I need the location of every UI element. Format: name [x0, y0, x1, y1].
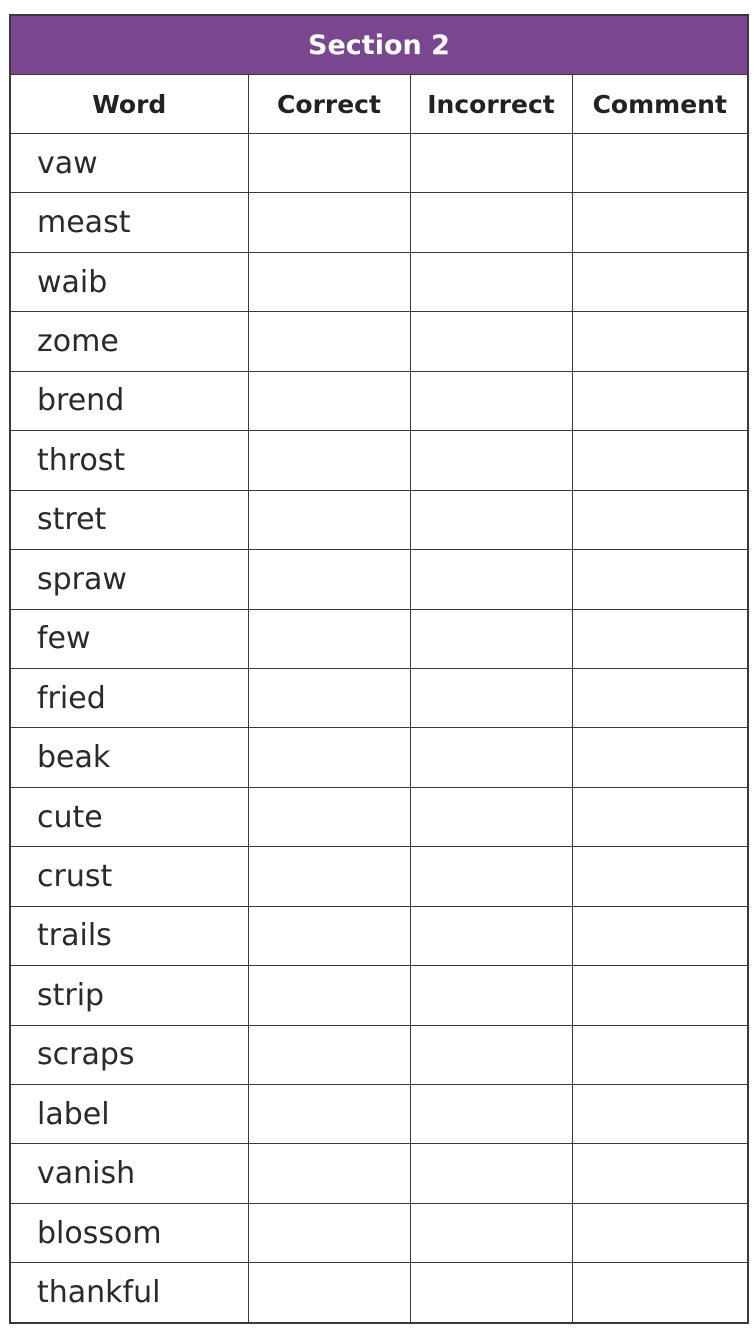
word-cell: brend	[11, 371, 248, 430]
word-cell: waib	[11, 252, 248, 311]
table-row	[11, 252, 747, 311]
comment-cell[interactable]	[572, 1085, 747, 1144]
word-cell: cute	[11, 787, 248, 846]
comment-cell[interactable]	[572, 490, 747, 549]
incorrect-cell[interactable]	[410, 1085, 572, 1144]
incorrect-cell[interactable]	[410, 847, 572, 906]
comment-cell[interactable]	[572, 252, 747, 311]
incorrect-cell[interactable]	[410, 1263, 572, 1322]
table-row	[11, 966, 747, 1025]
table-row	[11, 1025, 747, 1084]
word-cell: trails	[11, 906, 248, 965]
incorrect-cell[interactable]	[410, 371, 572, 430]
comment-cell[interactable]	[572, 728, 747, 787]
incorrect-cell[interactable]	[410, 1203, 572, 1262]
table-row	[11, 431, 747, 490]
comment-cell[interactable]	[572, 609, 747, 668]
word-cell: vaw	[11, 134, 248, 193]
comment-cell[interactable]	[572, 1025, 747, 1084]
correct-cell[interactable]	[248, 252, 410, 311]
correct-cell[interactable]	[248, 609, 410, 668]
correct-cell[interactable]	[248, 1203, 410, 1262]
comment-cell[interactable]	[572, 966, 747, 1025]
incorrect-cell[interactable]	[410, 193, 572, 252]
word-cell: stret	[11, 490, 248, 549]
incorrect-cell[interactable]	[410, 609, 572, 668]
column-header-comment: Comment	[572, 75, 747, 134]
table-row	[11, 550, 747, 609]
table-row	[11, 906, 747, 965]
correct-cell[interactable]	[248, 1144, 410, 1203]
incorrect-cell[interactable]	[410, 312, 572, 371]
word-table	[11, 16, 747, 1322]
correct-cell[interactable]	[248, 668, 410, 727]
comment-cell[interactable]	[572, 371, 747, 430]
table-row	[11, 1203, 747, 1262]
comment-cell[interactable]	[572, 1263, 747, 1322]
table-row	[11, 728, 747, 787]
word-cell: strip	[11, 966, 248, 1025]
table-row	[11, 134, 747, 193]
correct-cell[interactable]	[248, 550, 410, 609]
incorrect-cell[interactable]	[410, 728, 572, 787]
word-cell: label	[11, 1085, 248, 1144]
column-header-word: Word	[11, 75, 248, 134]
word-cell: beak	[11, 728, 248, 787]
correct-cell[interactable]	[248, 371, 410, 430]
table-row	[11, 312, 747, 371]
table-row	[11, 1085, 747, 1144]
comment-cell[interactable]	[572, 431, 747, 490]
table-row	[11, 609, 747, 668]
correct-cell[interactable]	[248, 787, 410, 846]
word-reading-sheet	[9, 14, 749, 1324]
table-row	[11, 668, 747, 727]
comment-cell[interactable]	[572, 668, 747, 727]
word-cell: scraps	[11, 1025, 248, 1084]
comment-cell[interactable]	[572, 787, 747, 846]
column-header-correct: Correct	[248, 75, 410, 134]
word-rows	[11, 134, 747, 1323]
correct-cell[interactable]	[248, 431, 410, 490]
correct-cell[interactable]	[248, 847, 410, 906]
word-cell: crust	[11, 847, 248, 906]
correct-cell[interactable]	[248, 728, 410, 787]
comment-cell[interactable]	[572, 193, 747, 252]
word-cell: few	[11, 609, 248, 668]
table-row	[11, 490, 747, 549]
correct-cell[interactable]	[248, 134, 410, 193]
incorrect-cell[interactable]	[410, 787, 572, 846]
incorrect-cell[interactable]	[410, 550, 572, 609]
incorrect-cell[interactable]	[410, 966, 572, 1025]
comment-cell[interactable]	[572, 312, 747, 371]
section-title: Section 2	[11, 16, 747, 75]
comment-cell[interactable]	[572, 847, 747, 906]
column-header-incorrect: Incorrect	[410, 75, 572, 134]
word-cell: fried	[11, 668, 248, 727]
table-row	[11, 847, 747, 906]
incorrect-cell[interactable]	[410, 906, 572, 965]
table-row	[11, 193, 747, 252]
incorrect-cell[interactable]	[410, 252, 572, 311]
word-cell: vanish	[11, 1144, 248, 1203]
incorrect-cell[interactable]	[410, 490, 572, 549]
correct-cell[interactable]	[248, 1263, 410, 1322]
correct-cell[interactable]	[248, 193, 410, 252]
comment-cell[interactable]	[572, 550, 747, 609]
incorrect-cell[interactable]	[410, 1144, 572, 1203]
word-cell: spraw	[11, 550, 248, 609]
table-row	[11, 1263, 747, 1322]
comment-cell[interactable]	[572, 134, 747, 193]
comment-cell[interactable]	[572, 906, 747, 965]
comment-cell[interactable]	[572, 1144, 747, 1203]
word-cell: throst	[11, 431, 248, 490]
correct-cell[interactable]	[248, 966, 410, 1025]
word-cell: meast	[11, 193, 248, 252]
correct-cell[interactable]	[248, 906, 410, 965]
word-cell: blossom	[11, 1203, 248, 1262]
correct-cell[interactable]	[248, 490, 410, 549]
comment-cell[interactable]	[572, 1203, 747, 1262]
table-row	[11, 787, 747, 846]
correct-cell[interactable]	[248, 1085, 410, 1144]
correct-cell[interactable]	[248, 312, 410, 371]
incorrect-cell[interactable]	[410, 431, 572, 490]
incorrect-cell[interactable]	[410, 1025, 572, 1084]
word-cell: thankful	[11, 1263, 248, 1322]
incorrect-cell[interactable]	[410, 134, 572, 193]
word-cell: zome	[11, 312, 248, 371]
incorrect-cell[interactable]	[410, 668, 572, 727]
section-title-row	[11, 16, 747, 75]
column-header-row	[11, 75, 747, 134]
correct-cell[interactable]	[248, 1025, 410, 1084]
table-row	[11, 371, 747, 430]
table-row	[11, 1144, 747, 1203]
